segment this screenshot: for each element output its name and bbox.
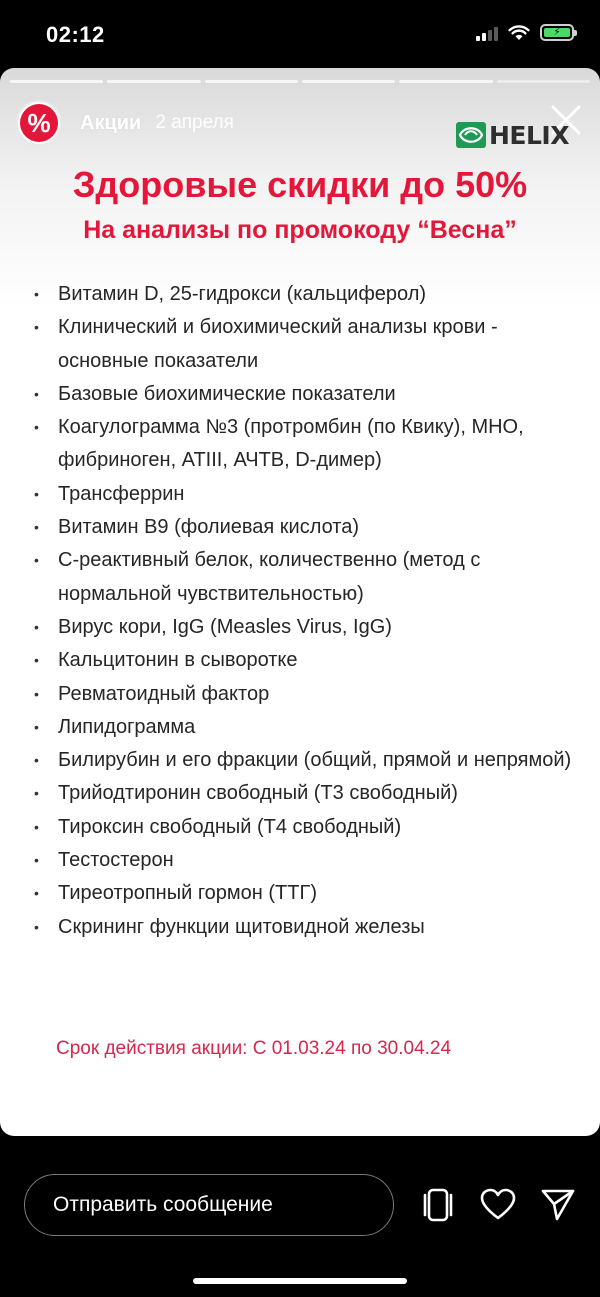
list-item: • Витамин D, 25-гидрокси (кальциферол) (34, 278, 574, 311)
list-item: • Базовые биохимические показатели (34, 378, 574, 411)
progress-segment (107, 80, 200, 83)
heart-icon[interactable] (480, 1187, 516, 1223)
avatar[interactable] (16, 100, 62, 146)
progress-segment (10, 80, 103, 83)
promo-validity: Срок действия акции: С 01.03.24 по 30.04.24 (56, 1038, 452, 1059)
list-item: • Трийодтиронин свободный (Т3 свободный) (34, 777, 574, 810)
list-item: • Билирубин и его фракции (общий, прямой и непрямой) (34, 744, 574, 777)
status-time: 02:12 (46, 22, 105, 47)
home-indicator[interactable] (193, 1278, 407, 1284)
brand-name: HELIX (489, 120, 570, 150)
send-icon[interactable] (540, 1187, 576, 1223)
test-list (34, 278, 574, 944)
list-item: • Ревматоидный фактор (34, 678, 574, 711)
helix-logo (456, 118, 569, 152)
helix-logo-icon (456, 122, 486, 148)
promo-headline: Здоровые скидки до 50% (72, 164, 528, 205)
progress-segment (399, 80, 492, 83)
story-card[interactable] (0, 68, 600, 1136)
wifi-icon (508, 25, 530, 41)
send-message-placeholder: Отправить сообщение (53, 1193, 273, 1216)
list-item: • Коагулограмма №3 (протромбин (по Квику), МНО, фибриноген, АТIII, АЧТВ, D-димер) (34, 411, 574, 478)
status-bar (0, 0, 600, 70)
list-item: • Скрининг функции щитовидной железы (34, 911, 574, 944)
list-item: • Тестостерон (34, 844, 574, 877)
story-date: 2 апреля (155, 112, 234, 133)
progress-segment (497, 80, 590, 83)
cellular-signal-icon (476, 25, 498, 41)
list-item: • Кальцитонин в сыворотке (34, 644, 574, 677)
percent-icon: % (20, 104, 58, 142)
progress-segment (205, 80, 298, 83)
status-icons (476, 24, 574, 41)
list-item: • С-реактивный белок, количественно (метод с нормальной чувствительностью) (34, 544, 574, 611)
reshare-icon[interactable] (420, 1187, 456, 1223)
send-message-input[interactable] (24, 1174, 394, 1236)
progress-segment (302, 80, 395, 83)
list-item: • Трансферрин (34, 478, 574, 511)
list-item: • Тиреотропный гормон (ТТГ) (34, 877, 574, 910)
list-item: • Вирус кори, IgG (Measles Virus, IgG) (34, 611, 574, 644)
list-item: • Клинический и биохимический анализы крови - основные показатели (34, 311, 574, 378)
list-item: • Липидограмма (34, 711, 574, 744)
list-item: • Тироксин свободный (Т4 свободный) (34, 811, 574, 844)
story-author[interactable]: Акции (80, 111, 142, 134)
promo-subheadline: На анализы по промокоду “Весна” (83, 216, 517, 244)
list-item: • Витамин B9 (фолиевая кислота) (34, 511, 574, 544)
story-progress (10, 80, 590, 83)
battery-icon: ⚡ (540, 24, 574, 41)
